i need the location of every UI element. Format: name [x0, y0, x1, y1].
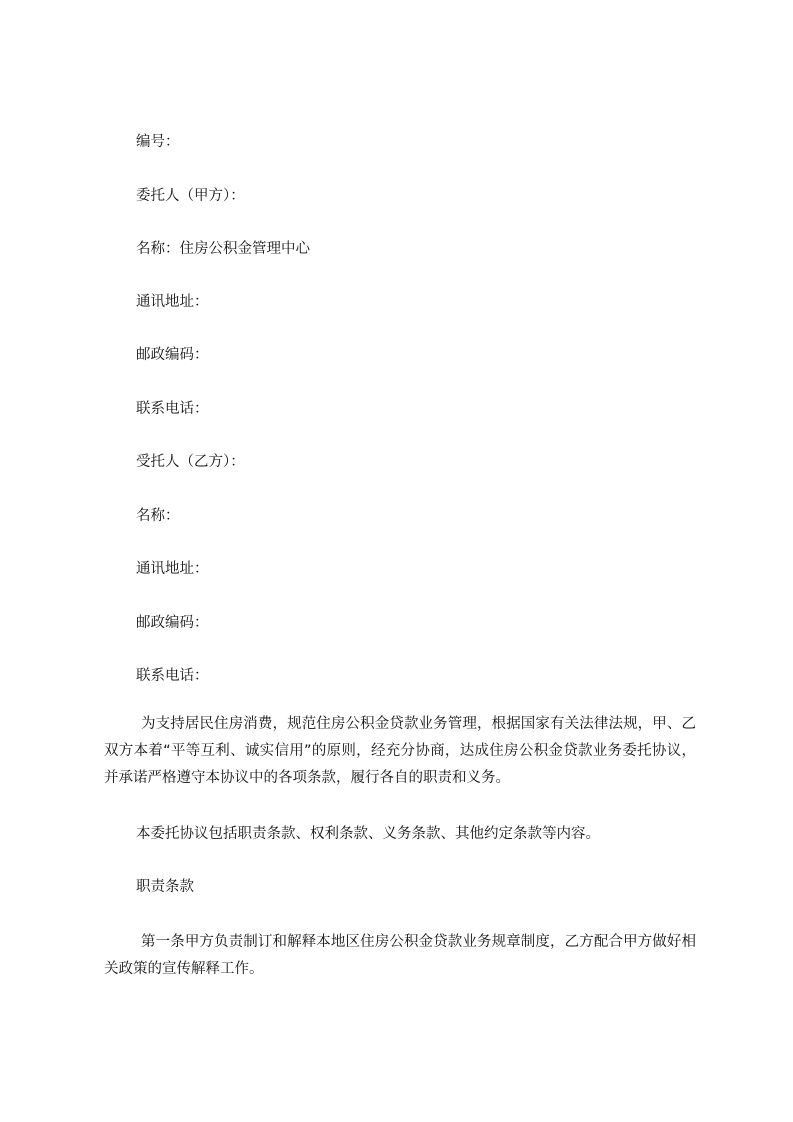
party-a-name: 名称：住房公积金管理中心 [136, 241, 310, 257]
party-b-postcode: 邮政编码： [136, 615, 209, 631]
party-a-postcode: 邮政编码： [136, 347, 209, 363]
contents-summary: 本委托协议包括职责条款、权利条款、义务条款、其他约定条款等内容。 [136, 826, 600, 842]
intro-paragraph: 为支持居民住房消费，规范住房公积金贷款业务管理，根据国家有关法律法规，甲、乙双方本着“平等互利、诚实信用”的原则，经充分协商，达成住房公积金贷款业务委托协议，并承诺严格遵守本协议中的各项条款，履行各自的职责和义务。 [104, 716, 696, 786]
party-b-phone: 联系电话： [136, 668, 209, 684]
party-b-heading: 受托人（乙方）： [136, 454, 245, 470]
contract-number-label: 编号： [136, 134, 180, 150]
party-b-name: 名称： [136, 508, 180, 524]
party-a-address: 通讯地址： [136, 294, 209, 310]
party-b-address: 通讯地址： [136, 561, 209, 577]
section-title: 职责条款 [136, 879, 194, 895]
party-a-heading: 委托人（甲方）： [136, 188, 245, 204]
party-a-phone: 联系电话： [136, 401, 209, 417]
article-1-paragraph: 第一条甲方负责制订和解释本地区住房公积金贷款业务规章制度，乙方配合甲方做好相关政策的宣传解释工作。 [104, 934, 696, 977]
